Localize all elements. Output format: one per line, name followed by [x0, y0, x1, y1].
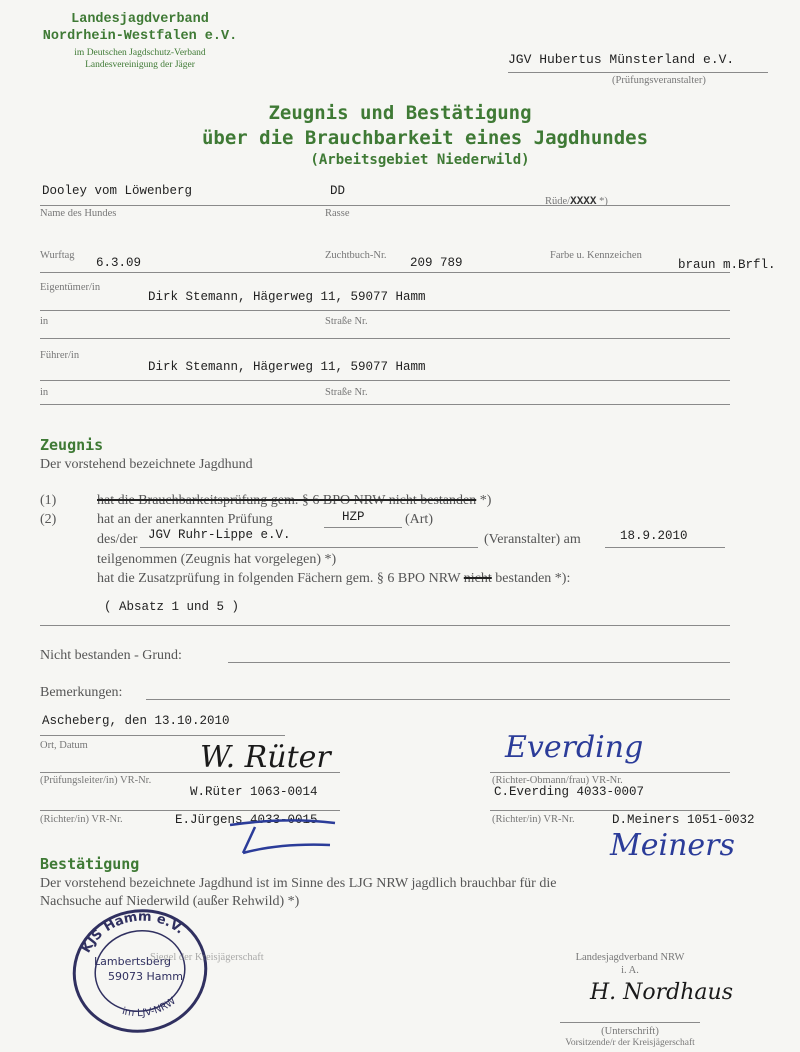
dog-breed-value: DD	[330, 184, 346, 198]
doc-title-2: über die Brauchbarkeit eines Jagdhundes	[201, 127, 649, 149]
org-title-1: Landesjagdverband	[71, 12, 209, 27]
dog-sex-redacted: XXXX	[570, 196, 597, 208]
dog-sex-field	[545, 196, 608, 208]
item2-text-c: hat die Zusatzprüfung in folgenden Fächern gem. § 6 BPO NRW	[97, 571, 461, 586]
item2-exam: HZP	[342, 510, 365, 524]
item2-nicht: nicht	[463, 571, 492, 586]
item2-date: 18.9.2010	[620, 529, 688, 543]
item2-art: (Art)	[405, 512, 433, 527]
item2-desder: des/der	[97, 532, 138, 547]
handler-label: Führer/in	[40, 350, 80, 361]
org-subtitle-2: Landesvereinigung der Jäger	[85, 60, 195, 70]
item2-text-a: hat an der anerkannten Prüfung	[97, 512, 273, 527]
svg-text:KJS Hamm e.V.: KJS Hamm e.V.	[78, 909, 187, 956]
dog-sex-label: Rüde/	[545, 196, 571, 207]
remarks-label: Bemerkungen:	[40, 685, 123, 700]
stamp-center-2: 59073 Hamm	[108, 970, 183, 983]
stamp-center-1: Lambertsberg	[94, 955, 171, 968]
item2-text-b: teilgenommen (Zeugnis hat vorgelegen) *)	[97, 552, 337, 567]
item1-number: (1)	[40, 493, 57, 508]
chief-label: (Richter-Obmann/frau) VR-Nr.	[492, 775, 623, 786]
dog-breed-label: Rasse	[325, 208, 350, 219]
absatz-value: ( Absatz 1 und 5 )	[104, 600, 240, 614]
studbook-value: 209 789	[410, 256, 463, 270]
leader-signature: W. Rüter	[200, 740, 331, 775]
leader-label: (Prüfungsleiter/in) VR-Nr.	[40, 775, 152, 786]
item2-number: (2)	[40, 512, 57, 527]
item1-row	[97, 493, 491, 509]
handler-in-label: in	[40, 387, 49, 398]
chief-signature: Everding	[505, 730, 644, 765]
org-subtitle-1: im Deutschen Jagdschutz-Verband	[74, 48, 206, 58]
item1-note: *)	[479, 493, 492, 508]
owner-in-label: in	[40, 316, 49, 327]
owner-street-label: Straße Nr.	[325, 316, 368, 327]
leader-value: W.Rüter 1063-0014	[190, 785, 318, 799]
birth-label: Wurftag	[40, 250, 75, 261]
zeugnis-heading: Zeugnis	[40, 436, 104, 454]
judge2-value: D.Meiners 1051-0032	[612, 813, 755, 827]
judge1-value: E.Jürgens 4033-0015	[175, 813, 318, 827]
place-date-label: Ort, Datum	[40, 740, 88, 751]
dog-sex-note: *)	[599, 196, 608, 207]
judge2-signature: Meiners	[610, 828, 735, 863]
organizer-label: (Prüfungsveranstalter)	[612, 75, 706, 86]
ljv-signature: H. Nordhaus	[590, 980, 734, 1005]
ljv-label-1: Landesjagdverband NRW	[575, 952, 685, 963]
dog-name-value: Dooley vom Löwenberg	[42, 184, 193, 198]
bestaetigung-heading: Bestätigung	[40, 855, 140, 873]
dog-name-label: Name des Hundes	[40, 208, 117, 219]
doc-title-3: (Arbeitsgebiet Niederwild)	[310, 152, 530, 168]
org-title-2: Nordrhein-Westfalen e.V.	[42, 29, 238, 44]
handler-street-label: Straße Nr.	[325, 387, 368, 398]
stamp-label: Siegel der Kreisjägerschaft	[150, 952, 264, 963]
doc-title-1: Zeugnis und Bestätigung	[268, 102, 532, 124]
organizer-name: JGV Hubertus Münsterland e.V.	[508, 52, 735, 67]
zeugnis-intro: Der vorstehend bezeichnete Jagdhund	[40, 457, 253, 472]
item2-veranstalter: (Veranstalter) am	[484, 532, 581, 547]
judge2-label: (Richter/in) VR-Nr.	[492, 814, 575, 825]
owner-label: Eigentümer/in	[40, 282, 101, 293]
ljv-label-2: i. A.	[621, 965, 639, 976]
sign-label-1: (Unterschrift)	[601, 1026, 659, 1037]
birth-value: 6.3.09	[96, 256, 142, 270]
bestaetigung-text-2: Nachsuche auf Niederwild (außer Rehwild) *)	[40, 894, 300, 909]
handler-value: Dirk Stemann, Hägerweg 11, 59077 Hamm	[148, 360, 426, 374]
bestaetigung-text-1: Der vorstehend bezeichnete Jagdhund ist im Sinne des LJG NRW jagdlich brauchbar für die	[40, 876, 557, 891]
judge1-label: (Richter/in) VR-Nr.	[40, 814, 123, 825]
owner-value: Dirk Stemann, Hägerweg 11, 59077 Hamm	[148, 290, 426, 304]
judge1-signature-icon	[225, 815, 345, 860]
color-value: braun m.Brfl.	[678, 258, 776, 272]
place-date-value: Ascheberg, den 13.10.2010	[42, 714, 230, 728]
item1-text: hat die Brauchbarkeitsprüfung gem. § 6 BPO NRW nicht bestanden	[97, 493, 477, 508]
studbook-label: Zuchtbuch-Nr.	[325, 250, 387, 261]
sign-label-2: Vorsitzende/r der Kreisjägerschaft	[565, 1038, 695, 1048]
item2-text-c-row	[97, 571, 570, 587]
fail-reason-label: Nicht bestanden - Grund:	[40, 648, 182, 663]
item2-text-d: bestanden *):	[495, 571, 571, 586]
chief-value: C.Everding 4033-0007	[494, 785, 645, 799]
svg-text:im LJV-NRW: im LJV-NRW	[120, 995, 178, 1020]
item2-organizer: JGV Ruhr-Lippe e.V.	[148, 528, 291, 542]
color-label: Farbe u. Kennzeichen	[550, 250, 642, 261]
